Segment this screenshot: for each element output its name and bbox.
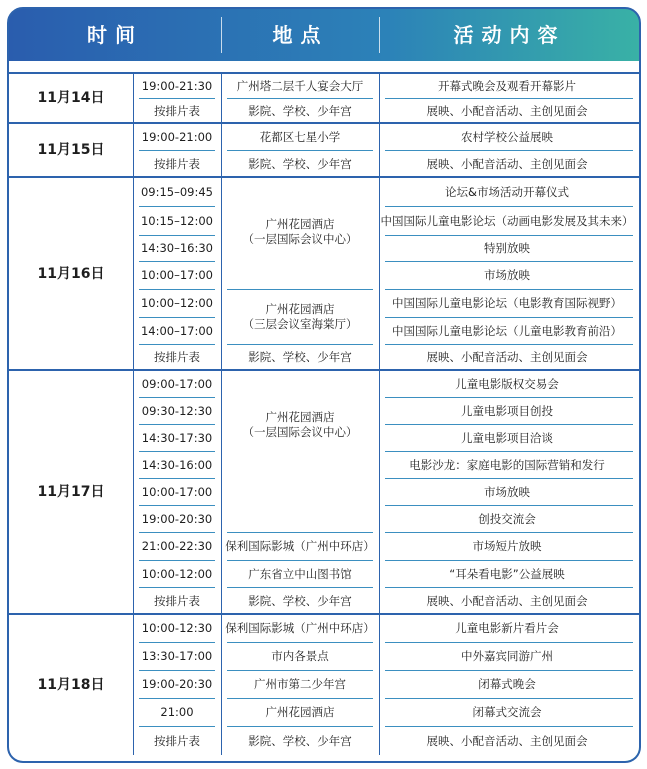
- time-cell: 21:00: [160, 705, 194, 719]
- time-cell: 按排片表: [154, 350, 200, 364]
- row-separator: [139, 670, 215, 671]
- content-cell: 中国国际儿童电影论坛（电影教育国际视野）: [392, 296, 622, 310]
- schedule-table: [9, 61, 639, 763]
- row-separator: [385, 289, 633, 290]
- column-divider: [221, 370, 222, 614]
- time-cell: 14:30-16:00: [141, 457, 213, 472]
- row-separator: [139, 451, 215, 452]
- time-cell: 19:00-20:30: [141, 511, 213, 526]
- date-cell: 11月17日: [37, 484, 105, 500]
- content-cell: 开幕式晚会及观看开幕影片: [438, 78, 576, 93]
- content-cell: 展映、小配音活动、主创见面会: [426, 350, 588, 364]
- row-separator: [139, 344, 215, 345]
- time-cell: 13:30-17:00: [141, 649, 213, 663]
- row-separator: [227, 344, 373, 345]
- row-separator: [139, 478, 215, 479]
- venue-cell: 广州塔二层千人宴会大厅: [236, 78, 364, 93]
- date-cell: 11月15日: [37, 142, 105, 158]
- row-separator: [385, 206, 633, 207]
- row-separator: [139, 289, 215, 290]
- venue-cell: 保利国际影城（广州中环店）: [225, 539, 375, 553]
- row-separator: [385, 235, 633, 236]
- content-cell: 闭幕式交流会: [472, 705, 542, 719]
- content-cell: 展映、小配音活动、主创见面会: [426, 103, 588, 118]
- date-cell: 11月14日: [37, 90, 105, 106]
- row-separator: [385, 261, 633, 262]
- row-separator: [139, 261, 215, 262]
- content-cell: 闭幕式晚会: [478, 677, 536, 691]
- venue-cell: 广州市第二少年宫: [254, 677, 346, 691]
- row-separator: [139, 150, 215, 151]
- row-separator: [139, 98, 215, 99]
- table-header: [9, 9, 639, 61]
- column-divider: [133, 177, 134, 370]
- row-separator: [227, 98, 373, 99]
- row-separator: [385, 670, 633, 671]
- venue-cell: 广东省立中山图书馆: [248, 566, 352, 581]
- row-separator: [385, 587, 633, 588]
- row-separator: [385, 451, 633, 452]
- header-content: 活动内容: [453, 23, 566, 47]
- venue-cell: 广州花园酒店: [265, 705, 335, 719]
- venue-cell: 影院、学校、少年宫: [248, 103, 352, 118]
- row-separator: [385, 726, 633, 727]
- time-cell: 10:00–12:00: [140, 296, 214, 310]
- venue-cell: 影院、学校、少年宫: [248, 733, 352, 748]
- content-cell: 儿童电影新片看片会: [455, 621, 559, 635]
- content-cell: 市场放映: [484, 268, 530, 282]
- row-separator: [139, 206, 215, 207]
- row-separator: [139, 698, 215, 699]
- row-separator: [227, 532, 373, 533]
- row-separator: [139, 424, 215, 425]
- venue-cell: 花都区七星小学: [259, 129, 341, 144]
- row-separator: [139, 235, 215, 236]
- row-separator: [385, 532, 633, 533]
- row-separator: [139, 397, 215, 398]
- column-divider: [379, 73, 380, 123]
- time-cell: 按排片表: [154, 593, 200, 608]
- time-cell: 10:00–17:00: [140, 268, 214, 282]
- column-divider: [221, 123, 222, 177]
- date-cell: 11月18日: [37, 676, 105, 693]
- time-cell: 按排片表: [154, 733, 200, 748]
- row-separator: [139, 642, 215, 643]
- header-time: 时间: [87, 23, 143, 47]
- venue-cell: 广州花园酒店 （一层国际会议中心）: [242, 410, 358, 439]
- column-divider: [221, 73, 222, 123]
- time-cell: 19:00-21:00: [141, 129, 213, 144]
- row-separator: [227, 289, 373, 290]
- column-divider: [379, 123, 380, 177]
- row-separator: [227, 587, 373, 588]
- row-separator: [385, 560, 633, 561]
- venue-cell: 广州花园酒店 （三层会议室海棠厅）: [242, 301, 358, 331]
- column-divider: [379, 370, 380, 614]
- venue-cell: 市内各景点: [271, 649, 329, 663]
- row-separator: [385, 478, 633, 479]
- time-cell: 09:00-17:00: [141, 376, 213, 391]
- row-separator: [385, 424, 633, 425]
- content-cell: 展映、小配音活动、主创见面会: [426, 733, 588, 748]
- row-separator: [139, 587, 215, 588]
- time-cell: 14:00–17:00: [140, 323, 214, 338]
- schedule-card: [7, 7, 641, 763]
- header-venue: 地点: [272, 23, 329, 47]
- content-cell: “耳朵看电影”公益展映: [449, 566, 565, 581]
- content-cell: 儿童电影项目创投: [461, 403, 553, 418]
- content-cell: 特别放映: [484, 241, 530, 255]
- row-separator: [385, 698, 633, 699]
- row-separator: [385, 98, 633, 99]
- row-separator: [385, 150, 633, 151]
- row-separator: [139, 317, 215, 318]
- content-cell: 中国国际儿童电影论坛（儿童电影教育前沿）: [392, 323, 622, 338]
- row-separator: [385, 317, 633, 318]
- venue-cell: 影院、学校、少年宫: [248, 593, 352, 608]
- row-separator: [139, 560, 215, 561]
- row-separator: [139, 505, 215, 506]
- column-divider: [221, 177, 222, 370]
- content-cell: 市场放映: [484, 484, 530, 499]
- row-separator: [227, 726, 373, 727]
- time-cell: 14:30–16:30: [140, 241, 214, 255]
- column-divider: [379, 177, 380, 370]
- venue-cell: 影院、学校、少年宫: [248, 156, 352, 171]
- content-cell: 中外嘉宾同游广州: [461, 649, 553, 663]
- column-divider: [133, 370, 134, 614]
- row-separator: [227, 150, 373, 151]
- content-cell: 电影沙龙：家庭电影的国际营销和发行: [409, 457, 605, 472]
- content-cell: 论坛&市场活动开幕仪式: [445, 184, 569, 199]
- row-separator: [227, 560, 373, 561]
- row-separator: [385, 642, 633, 643]
- column-divider: [133, 73, 134, 123]
- time-cell: 按排片表: [154, 103, 200, 118]
- content-cell: 儿童电影项目洽谈: [461, 430, 553, 445]
- row-separator: [139, 726, 215, 727]
- content-cell: 创投交流会: [478, 511, 536, 526]
- row-separator: [385, 344, 633, 345]
- time-cell: 10:00-12:00: [141, 566, 213, 581]
- content-cell: 展映、小配音活动、主创见面会: [426, 156, 588, 171]
- content-cell: 中国国际儿童电影论坛（动画电影发展及其未来）: [380, 213, 634, 228]
- time-cell: 19:00-20:30: [141, 677, 213, 691]
- column-divider: [133, 614, 134, 755]
- time-cell: 10:15–12:00: [140, 213, 214, 228]
- row-separator: [227, 670, 373, 671]
- date-cell: 11月16日: [37, 265, 105, 282]
- column-divider: [221, 614, 222, 755]
- content-cell: 儿童电影版权交易会: [455, 376, 559, 391]
- time-cell: 按排片表: [154, 156, 200, 171]
- column-divider: [379, 614, 380, 755]
- time-cell: 21:00-22:30: [141, 539, 213, 553]
- row-separator: [385, 505, 633, 506]
- content-cell: 农村学校公益展映: [461, 129, 553, 144]
- time-cell: 19:00-21:30: [141, 78, 213, 93]
- row-separator: [227, 642, 373, 643]
- column-divider: [133, 123, 134, 177]
- content-cell: 展映、小配音活动、主创见面会: [426, 593, 588, 608]
- row-separator: [227, 698, 373, 699]
- row-separator: [385, 397, 633, 398]
- time-cell: 10:00-12:30: [141, 621, 213, 635]
- time-cell: 10:00-17:00: [141, 484, 213, 499]
- venue-cell: 保利国际影城（广州中环店）: [225, 621, 375, 635]
- venue-cell: 影院、学校、少年宫: [248, 350, 352, 364]
- time-cell: 14:30-17:30: [141, 430, 213, 445]
- venue-cell: 广州花园酒店 （一层国际会议中心）: [242, 217, 358, 246]
- time-cell: 09:15–09:45: [140, 184, 214, 199]
- row-separator: [139, 532, 215, 533]
- content-cell: 市场短片放映: [472, 539, 542, 553]
- time-cell: 09:30-12:30: [141, 403, 213, 418]
